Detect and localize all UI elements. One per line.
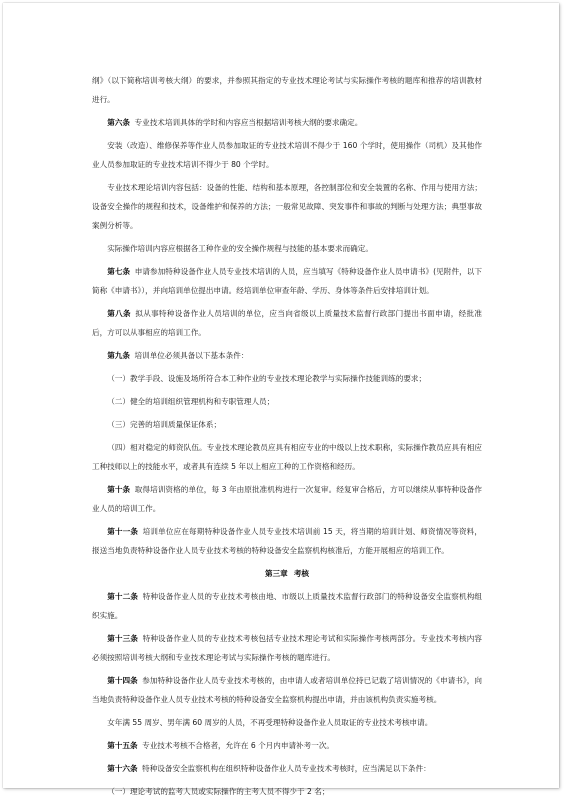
- article-11: [92, 522, 482, 560]
- article-number: 第九条: [107, 351, 130, 360]
- article-text: 特种设备作业人员的专业技术考核由地、市级以上质量技术监督行政部门的特种设备安全监察机构组织实施。: [92, 592, 483, 620]
- article-15: [92, 736, 482, 755]
- article-text: 参加特种设备作业人员专业技术考核的，由申请人或者培训单位持已记载了培训情况的《申请书》，向当地负责特种设备作业人员专业技术考核的特种设备安全监察机构提出申请，并由该机构负责实施考核。: [92, 676, 482, 704]
- article-text: 拟从事特种设备作业人员培训的单位，应当向省级以上质量技术监督行政部门提出书面申请，经批准后，方可以从事相应的培训工作。: [92, 309, 482, 337]
- article-text: 培训单位应在每期特种设备作业人员专业技术培训前 15 天，将当期的培训计划、师资情况等资料，报送当地负责特种设备作业人员专业技术考核的特种设备安全监察机构核准后，方能开展相应的培训工作。: [92, 527, 482, 555]
- article-16-item-1: （一）理论考试的监考人员或实际操作的主考人员不得少于 2 名；: [107, 787, 330, 796]
- article-number: 第十三条: [107, 634, 139, 643]
- paragraph-intro: 纲》（以下简称培训考核大纲）的要求，并参照其指定的专业技术理论考试与实际操作考核的题库和推荐的培训教材进行。: [92, 76, 482, 104]
- article-number: 第七条: [107, 267, 131, 276]
- paragraph-practice-content: 实际操作培训内容应根据各工种作业的安全操作规程与技能的基本要求而确定。: [107, 244, 373, 253]
- article-14: [92, 671, 482, 709]
- document-page: [3, 3, 559, 796]
- document-body: [92, 71, 482, 805]
- chapter-number: 第三章: [264, 569, 288, 578]
- article-9: [92, 346, 482, 365]
- article-number: 第八条: [107, 309, 131, 318]
- paragraph-age-limit: 女年满 55 周岁、男年满 60 周岁的人员，不再受理特种设备作业人员取证的专业技术考核申请。: [107, 718, 433, 727]
- article-text: 专业技术培训具体的学时和内容应当根据培训考核大纲的要求确定。: [134, 118, 363, 127]
- article-9-item-2: （二）健全的培训组织管理机构和专职管理人员；: [107, 397, 275, 406]
- article-9-item-3: （三）完善的培训质量保证体系；: [107, 420, 222, 429]
- article-7: [92, 262, 482, 300]
- article-number: 第十六条: [107, 764, 138, 773]
- article-number: 第六条: [107, 118, 130, 127]
- article-text: 取得培训资格的单位，每 3 年由原批准机构进行一次复审。经复审合格后，方可以继续从事特种设备作业人员的培训工作。: [92, 485, 483, 513]
- article-text: 特种设备安全监察机构在组织特种设备作业人员专业技术考核时，应当满足以下条件：: [142, 764, 431, 773]
- paragraph-training-hours: 安装（改造）、维修保养等作业人员参加取证的专业技术培训不得少于 160 个学时，使用操作（司机）及其他作业人员参加取证的专业技术培训不得少于 80 个学时。: [92, 141, 482, 169]
- article-number: 第十条: [107, 485, 131, 494]
- article-13: [92, 629, 482, 667]
- article-text: 培训单位必须具备以下基本条件：: [134, 351, 249, 360]
- article-text: 特种设备作业人员的专业技术考核包括专业技术理论考试和实际操作考核两部分。专业技术考核内容必须按照培训考核大纲和专业技术理论考试与实际操作考核的题库进行。: [92, 634, 483, 662]
- article-number: 第十二条: [107, 592, 139, 601]
- chapter-heading: [92, 564, 482, 583]
- article-text: 专业技术考核不合格者，允许在 6 个月内申请补考一次。: [142, 741, 335, 750]
- paragraph-theory-content: 专业技术理论培训内容包括：设备的性能、结构和基本原理，各控制部位和安全装置的名称、作用与使用方法；设备安全操作的规程和技术，设备维护和保养的方法；一般常见故障、突发事件和事故的判断与处理方法；典型事故案例分析等。: [92, 183, 482, 230]
- article-8: [92, 304, 482, 342]
- article-text: 申请参加特种设备作业人员专业技术培训的人员，应当填写《特种设备作业人员申请书》(见附件，以下简称《申请书》），并向培训单位提出申请。经培训单位审查年龄、学历、身体等条件后安排培训计划。: [92, 267, 483, 295]
- article-10: [92, 480, 482, 518]
- article-6: [92, 113, 482, 132]
- article-number: 第十一条: [107, 527, 139, 536]
- article-9-item-4: （四）相对稳定的师资队伍。专业技术理论教员应具有相应专业的中级以上技术职称，实际操作教员应具有相应工种技师以上的技能水平，或者具有连续 5 年以上相应工种的工作资格和经历。: [92, 443, 482, 471]
- chapter-title: 考核: [293, 569, 310, 578]
- article-number: 第十五条: [107, 741, 138, 750]
- article-12: [92, 587, 482, 625]
- article-number: 第十四条: [107, 676, 138, 685]
- article-9-item-1: （一）教学手段、设施及场所符合本工种作业的专业技术理论教学与实际操作技能训练的要求；: [107, 374, 427, 383]
- article-16: [92, 759, 482, 778]
